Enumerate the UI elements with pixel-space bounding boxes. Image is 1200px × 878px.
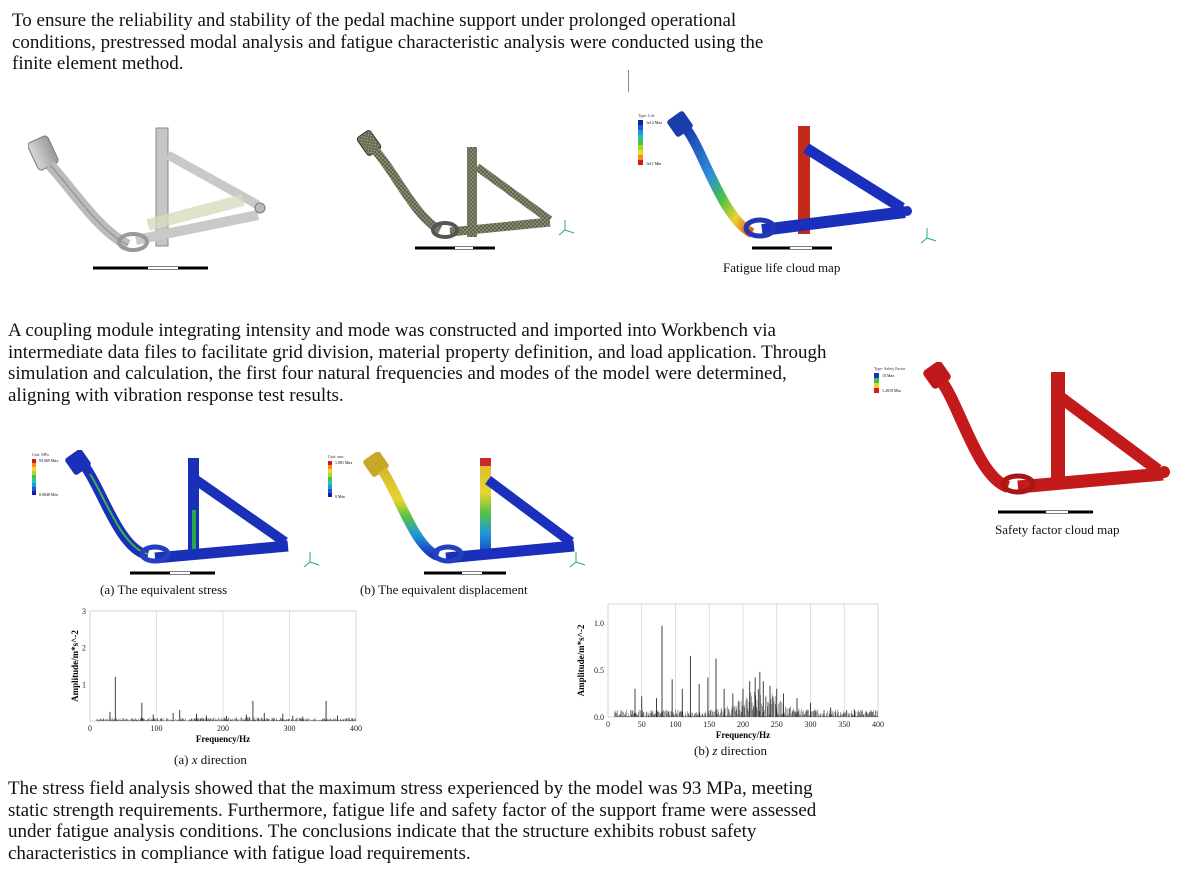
x-tick-label: 200 — [737, 720, 749, 729]
caption-prefix: (b) — [694, 743, 713, 758]
spectrum-chart-x — [68, 605, 368, 745]
legend-max: 15 Max — [882, 373, 895, 378]
frame-model-mesh — [355, 122, 585, 257]
y-tick-label: 0.5 — [594, 665, 604, 675]
legend-max: 93.069 Max — [39, 458, 59, 463]
y-tick-label: 1 — [82, 680, 86, 690]
x-tick-label: 0 — [606, 720, 610, 729]
x-tick-label: 400 — [872, 720, 884, 729]
intro-paragraph: To ensure the reliability and stability of the pedal machine support under prolonged operational conditions, prestressed modal analysis and fatigue characteristic analysis were conducted using the finite element method. — [12, 10, 764, 74]
x-direction-caption — [174, 752, 247, 768]
legend-title: Type: Safety Factor — [874, 366, 906, 371]
x-axis-label: Frequency/Hz — [715, 730, 771, 740]
z-direction-caption — [694, 743, 767, 759]
legend-title: Unit: MPa — [32, 452, 49, 457]
x-tick-label: 300 — [804, 720, 817, 729]
caption-suffix: direction — [197, 752, 247, 767]
legend-max: 1e12 Max — [646, 120, 663, 125]
caption-suffix: direction — [717, 743, 767, 758]
x-tick-label: 50 — [637, 720, 646, 729]
fatigue-life-caption: Fatigue life cloud map — [723, 260, 841, 275]
x-tick-label: 300 — [283, 724, 296, 733]
coupling-paragraph: A coupling module integrating intensity and mode was constructed and imported into Workbench via intermediate data files to facilitate grid division, material property definition, and load application. Through simulation and calculation, the first four natural frequencies and modes of the model were determined, aligning with vibration response test results. — [8, 320, 827, 406]
conclusion-paragraph: The stress field analysis showed that the maximum stress experienced by the model was 93 MPa, meeting static strength requirements. Furthermore, fatigue life and safety factor of the support frame were assessed under fatigue analysis conditions. The conclusions indicate that the structure exhibits robust safety characteristics in compliance with fatigue load requirements. — [8, 778, 817, 864]
safety-factor-map — [868, 362, 1188, 520]
caption-prefix: (a) — [174, 752, 192, 767]
x-tick-label: 100 — [150, 724, 163, 733]
x-tick-label: 0 — [88, 724, 92, 733]
x-tick-label: 400 — [350, 724, 362, 733]
y-axis-label: Amplitude/m*s^-2 — [70, 630, 80, 702]
x-tick-label: 350 — [838, 720, 851, 729]
text-cursor — [628, 70, 629, 92]
x-tick-label: 100 — [669, 720, 682, 729]
equivalent-displacement-map — [326, 452, 591, 580]
legend-max: 1.081 Max — [335, 460, 353, 465]
x-tick-label: 250 — [770, 720, 783, 729]
equivalent-displacement-caption: (b) The equivalent displacement — [360, 582, 528, 597]
spectrum-chart-z — [570, 600, 885, 743]
y-tick-label: 2 — [82, 643, 86, 653]
color-legend — [638, 120, 643, 165]
safety-factor-caption: Safety factor cloud map — [995, 522, 1120, 537]
legend-min: 1e11 Min — [646, 161, 662, 166]
frame-model-grey — [28, 120, 273, 275]
caption-variable: x — [191, 752, 198, 767]
x-tick-label: 150 — [703, 720, 716, 729]
legend-min: 0.0048 Min — [39, 492, 58, 497]
fatigue-life-map — [622, 108, 947, 258]
y-axis-label: Amplitude/m*s^-2 — [576, 624, 586, 697]
x-axis-label: Frequency/Hz — [195, 734, 251, 744]
y-tick-label: 0.0 — [594, 713, 604, 722]
legend-min: 0 Min — [335, 494, 345, 499]
equivalent-stress-caption: (a) The equivalent stress — [100, 582, 228, 597]
y-tick-label: 1.0 — [594, 618, 604, 628]
equivalent-stress-map — [30, 450, 325, 580]
y-tick-label: 3 — [82, 607, 86, 616]
legend-title: Type: Life — [638, 113, 655, 118]
x-tick-label: 200 — [217, 724, 229, 733]
caption-variable: z — [712, 743, 718, 758]
legend-title: Unit: mm — [328, 454, 344, 459]
legend-min: 1.2019 Min — [882, 388, 901, 393]
